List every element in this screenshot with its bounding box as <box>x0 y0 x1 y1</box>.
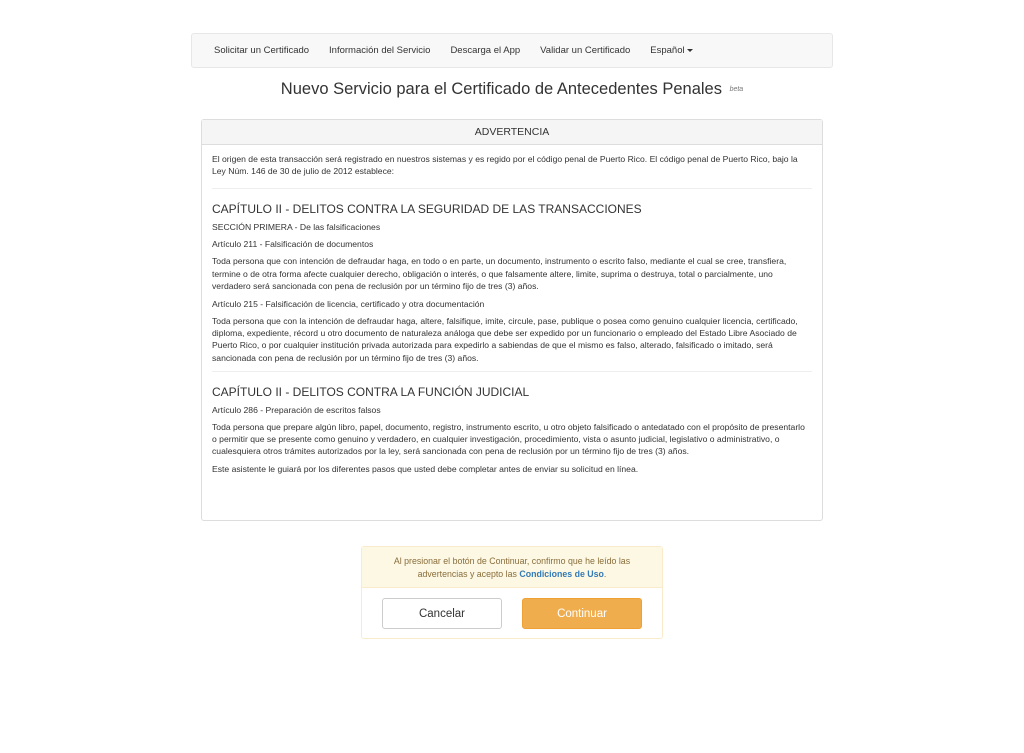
chapter-heading: CAPÍTULO II - DELITOS CONTRA LA FUNCIÓN JUDICIAL <box>212 384 530 399</box>
confirm-text <box>362 547 662 588</box>
nav-item-descarga-app[interactable]: Descarga el App <box>450 45 521 56</box>
article-line <box>212 404 812 416</box>
language-dropdown[interactable] <box>650 45 692 56</box>
warning-heading: ADVERTENCIA <box>202 120 822 145</box>
confirm-box <box>361 546 663 639</box>
page-title <box>0 80 1024 99</box>
top-navbar <box>191 33 833 68</box>
article-line <box>212 238 812 250</box>
nav-item-validar[interactable]: Validar un Certificado <box>540 45 631 56</box>
chapter-heading: CAPÍTULO II - DELITOS CONTRA LA SEGURIDAD DE LAS TRANSACCIONES <box>212 202 642 217</box>
caret-down-icon <box>687 49 693 52</box>
nav-item-solicitar[interactable]: Solicitar un Certificado <box>214 45 310 56</box>
confirm-text-after: . <box>603 569 607 579</box>
article-text: Toda persona que prepare algún libro, papel, documento, registro, instrumento escrito, u otro objeto falsificado o antedatado con el propósito de presentarlo o permitir que se presente como genuino y verdadero, en cualquier investigación, procedimiento, vista o asunto judicial, legislativo o administrativo, o cualesquiera otros trámites autorizados por la ley, será sancionada con pena de reclusión por un término fijo de tres (3) años. <box>212 421 805 457</box>
section-label: SECCIÓN PRIMERA <box>212 222 293 233</box>
closing-text: Este asistente le guiará por los diferentes pasos que usted debe completar antes de enviar su solicitud en línea. <box>212 464 639 475</box>
section-line <box>212 221 812 233</box>
article-label: Artículo 211 <box>212 239 258 250</box>
article-label: Artículo 215 <box>212 299 258 310</box>
article-label: Artículo 286 <box>212 404 258 415</box>
divider <box>212 371 812 372</box>
intro-text: El origen de esta transacción será registrado en nuestros sistemas y es regido por el código penal de Puerto Rico. El código penal de Puerto Rico, bajo la Ley Núm. 146 de 30 de julio de 2012 establece: <box>212 154 798 177</box>
button-row <box>362 588 662 629</box>
article-desc: - Falsificación de documentos <box>257 239 374 250</box>
nav-item-informacion[interactable]: Información del Servicio <box>329 45 431 56</box>
page-title-text: Nuevo Servicio para el Certificado de Antecedentes Penales <box>280 80 722 98</box>
article-desc: - Preparación de escritos falsos <box>257 404 381 415</box>
article-desc: - Falsificación de licencia, certificado y otra documentación <box>257 299 485 310</box>
article-text: Toda persona que con intención de defraudar haga, en todo o en parte, un documento, instrumento o escrito falso, mediante el cual se cree, transfiera, termine o de otra forma afecte cualquier derecho, obligación o interés, o que falsamente altere, limite, suprima o destruya, total o parcialmente, uno verdadero será sancionada con pena de reclusión por un término fijo de tres (3) años. <box>212 256 787 291</box>
warning-body <box>202 145 822 476</box>
divider <box>212 188 812 189</box>
beta-badge: beta <box>729 86 744 93</box>
cancel-button[interactable]: Cancelar <box>382 598 502 629</box>
article-text: Toda persona que con la intención de defraudar haga, altere, falsifique, imite, circule, pase, publique o posea como genuino cualquier licencia, certificado, diploma, expediente, récord u otro documento de naturaleza análoga que debe ser expedido por un funcionario o empleado del Estado Libre Asociado de Puerto Rico, o por cualquier institución privada autorizada para expedirlo a sabiendas de que el mismo es falso, alterado, falsificado o imitado, será sancionada con pena de reclusión por un término fijo de tres (3) años. <box>212 316 798 363</box>
terms-link[interactable]: Condiciones de Uso <box>519 569 604 579</box>
language-label: Español <box>650 45 685 56</box>
section-desc: - De las falsificaciones <box>292 222 381 233</box>
warning-panel <box>201 119 823 521</box>
article-line <box>212 298 812 310</box>
confirm-text-before: Al presionar el botón de Continuar, confirmo que he leído las advertencias y acepto las <box>393 556 631 579</box>
continue-button[interactable]: Continuar <box>522 598 642 629</box>
